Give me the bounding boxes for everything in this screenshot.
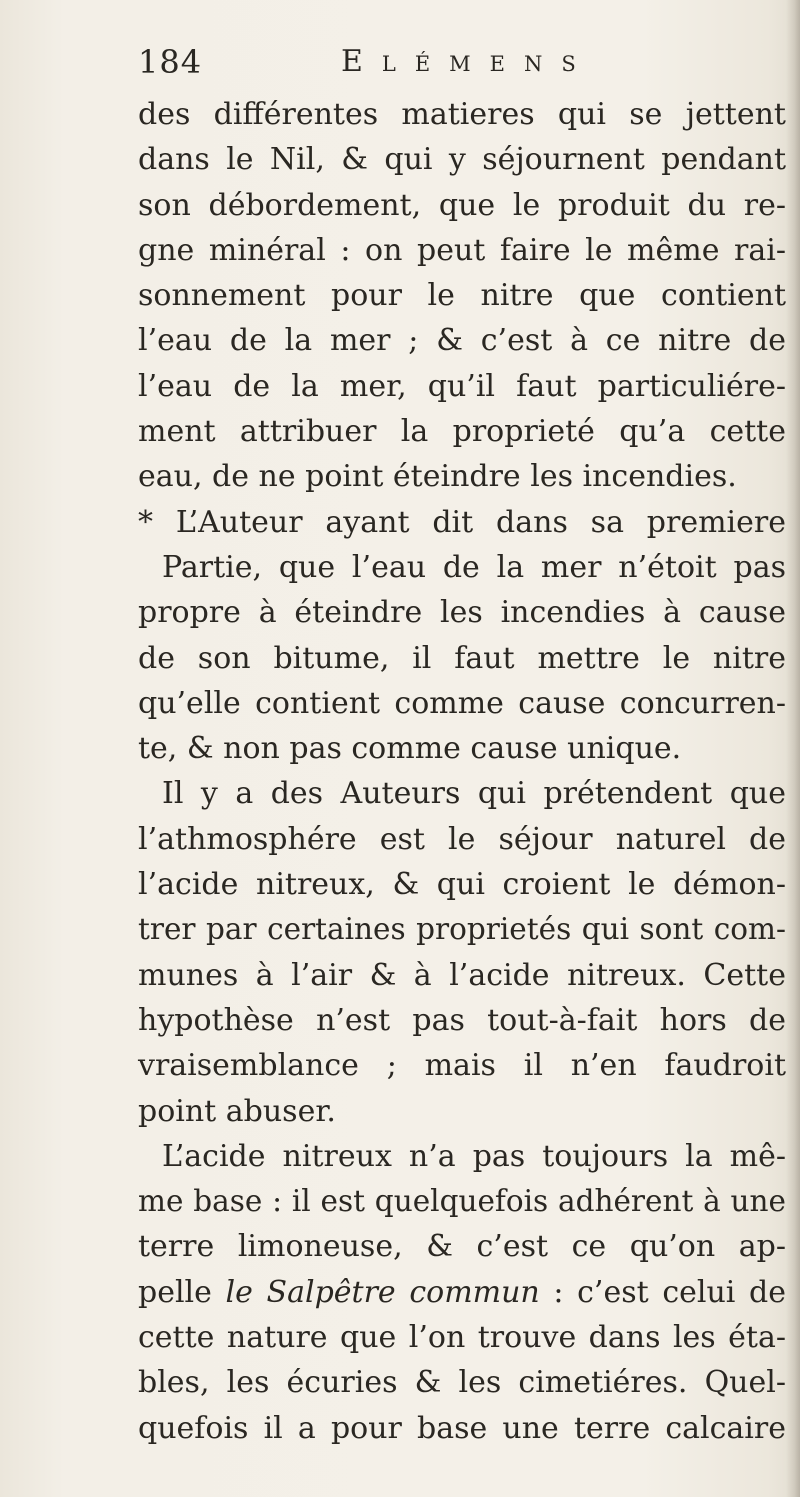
text-line: L’acide nitreux n’a pas toujours la mê-	[162, 1138, 786, 1174]
text-line: hypothèse n’est pas tout-à-fait hors de	[138, 1002, 786, 1038]
text-line-start: pelle	[138, 1274, 226, 1310]
italic-term: le Salpêtre commun	[225, 1274, 540, 1310]
text-line: l’eau de la mer ; & c’est à ce nitre de	[138, 323, 786, 359]
text-line: point abuser.	[138, 1093, 336, 1129]
footnote-line: de son bitume, il faut mettre le nitre	[138, 640, 786, 676]
text-line: l’acide nitreux, & qui croient le démon-	[138, 867, 786, 903]
body-text	[138, 92, 786, 1451]
text-line: son débordement, que le produit du re-	[138, 187, 786, 223]
text-line: eau, de ne point éteindre les incendies.	[138, 459, 737, 495]
page-header	[138, 42, 778, 92]
text-line: gne minéral : on peut faire le même rai-	[138, 232, 786, 268]
text-line: l’eau de la mer, qu’il faut particuliére-	[138, 368, 786, 404]
text-line: des différentes matieres qui se jettent	[138, 97, 786, 132]
text-line: quefois il a pour base une terre calcaire	[138, 1410, 786, 1446]
text-line: vraisemblance ; mais il n’en faudroit	[138, 1048, 786, 1084]
text-line	[138, 1270, 786, 1315]
text-line: me base : il est quelquefois adhérent à une	[138, 1184, 786, 1219]
text-line: dans le Nil, & qui y séjournent pendant	[138, 142, 786, 178]
text-line: trer par certaines proprietés qui sont com-	[138, 912, 786, 947]
text-line: Il y a des Auteurs qui prétendent que	[162, 776, 786, 812]
footnote-line: * L’Auteur ayant dit dans sa premiere	[138, 504, 786, 540]
text-line: bles, les écuries & les cimetiéres. Quel-	[138, 1365, 786, 1401]
page-number: 184	[138, 43, 203, 81]
text-line: ment attribuer la proprieté qu’a cette	[138, 414, 786, 450]
text-line: l’athmosphére est le séjour naturel de	[138, 821, 786, 857]
footnote-line: te, & non pas comme cause unique.	[138, 731, 682, 767]
text-line: munes à l’air & à l’acide nitreux. Cette	[138, 957, 786, 993]
text-line-end: : c’est celui de	[539, 1274, 786, 1310]
running-title: Elémens	[341, 44, 595, 79]
footnote-line: Partie, que l’eau de la mer n’étoit pas	[162, 549, 786, 585]
footnote-line: qu’elle contient comme cause concurren-	[138, 685, 786, 721]
text-line: terre limoneuse, & c’est ce qu’on ap-	[138, 1229, 786, 1265]
footnote-line: propre à éteindre les incendies à cause	[138, 595, 786, 631]
text-line: sonnement pour le nitre que contient	[138, 278, 786, 314]
text-line: cette nature que l’on trouve dans les éta-	[138, 1320, 786, 1356]
page-edge-shadow	[786, 0, 800, 1497]
